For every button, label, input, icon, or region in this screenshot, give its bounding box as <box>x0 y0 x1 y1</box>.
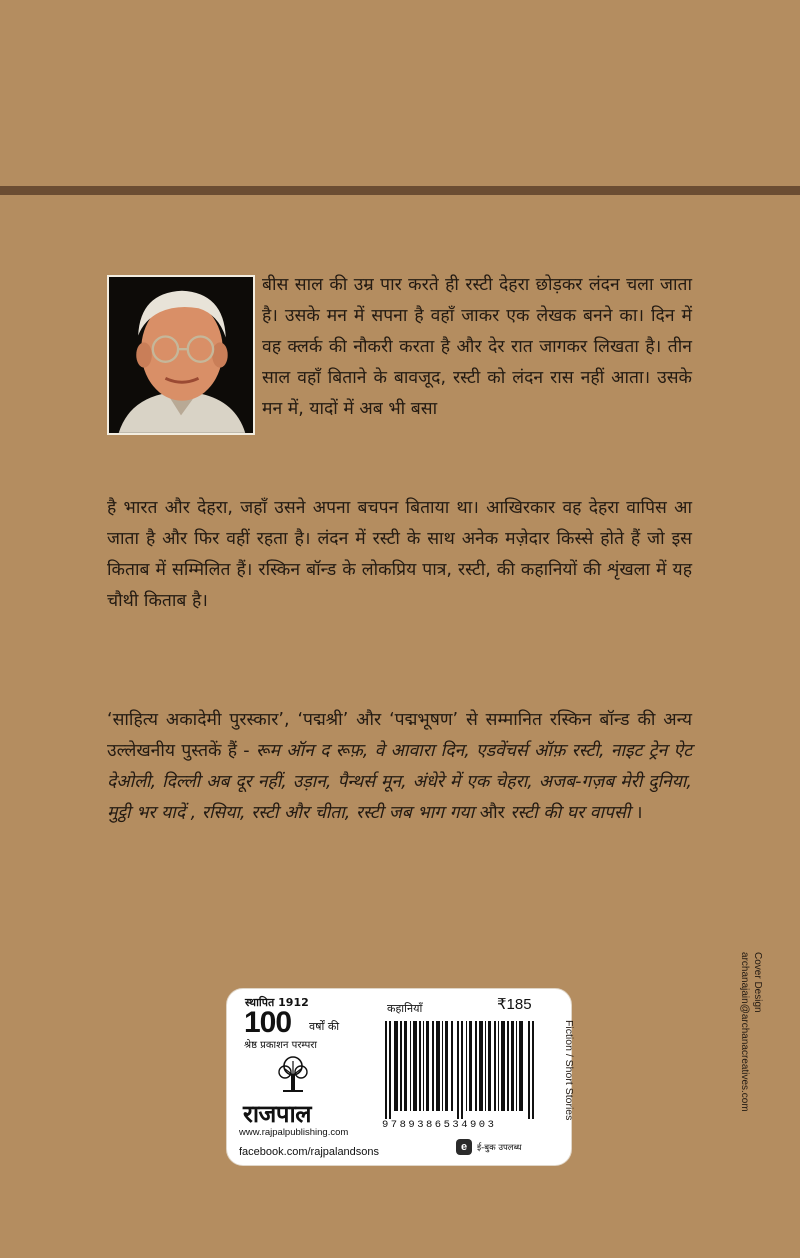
other-books-paragraph <box>107 705 692 829</box>
book-title-last: रस्टी की घर वापसी <box>510 803 631 823</box>
author-photo <box>107 275 255 435</box>
barcode-icon <box>385 1021 535 1119</box>
blurb-paragraph-2: है भारत और देहरा, जहाँ उसने अपना बचपन बिताया था। आखिरकार वह देहरा वापिस आ जाता है और फिर वहीं रहता है। लंदन में रस्टी के साथ अनेक मज़ेदार किस्से होते हैं जो इस किताब में सम्मिलित हैं। रस्किन बॉन्ड के लोकप्रिय पात्र, रस्टी, की कहानियों की शृंखला में यह चौथी किताब है। <box>107 498 692 611</box>
genre-label: Fiction / Short Stories <box>563 1020 575 1121</box>
ebook-icon: e <box>456 1139 472 1155</box>
book-category: कहानियाँ <box>387 1002 423 1015</box>
book-price: ₹185 <box>497 996 532 1013</box>
publisher-name: राजपाल <box>243 1100 311 1128</box>
paragraph-end: । <box>630 803 643 823</box>
list-joiner: और <box>474 803 511 823</box>
book-titles-list: रूम ऑन द रूफ़, वे आवारा दिन, एडवेंचर्स ऑफ़ रस्टी, नाइट ट्रेन ऐट देओली, दिल्ली अब दूर नहीं, उड़ान, पैन्थर्स मून, अंधेरे में एक चेहरा, अजब-गज़ब मेरी दुनिया, मुट्ठी भर यादें , रसिया, रस्टी और चीता, रस्टी जब भाग गया <box>107 741 693 823</box>
isbn-number: 9789386534903 <box>382 1119 497 1131</box>
hundred-years-number: 100 <box>244 1006 292 1039</box>
publisher-facebook: facebook.com/rajpalandsons <box>239 1146 380 1158</box>
tradition-label: श्रेष्ठ प्रकाशन परम्परा <box>244 1040 317 1051</box>
established-label: स्थापित 1912 <box>245 996 309 1009</box>
credit-title: Cover Design <box>752 952 763 1013</box>
ebook-available-label: ई-बुक उपलब्ध <box>477 1143 522 1153</box>
publisher-website: www.rajpalpublishing.com <box>239 1127 349 1138</box>
barcode-panel <box>226 988 572 1166</box>
cover-design-credit <box>738 952 764 1112</box>
tree-logo-icon <box>275 1055 311 1095</box>
blurb-paragraph-1: बीस साल की उम्र पार करते ही रस्टी देहरा छोड़कर लंदन चला जाता है। उसके मन में सपना है वहाँ जाकर एक लेखक बनने का। दिन में वह क्लर्क की नौकरी करता है और देर रात जागकर लिखता है। तीन साल वहाँ बिताने के बावजूद, रस्टी को लंदन रास नहीं आता। उसके मन में, यादों में अब भी बसा <box>262 275 692 419</box>
horizontal-rule <box>0 186 800 195</box>
top-band <box>0 0 800 186</box>
author-portrait-icon <box>109 277 253 433</box>
publisher-block <box>227 989 380 1167</box>
credit-email: archanajain@archanacreatives.com <box>739 952 750 1112</box>
awards-intro: ‘साहित्य अकादेमी पुरस्कार’, ‘पद्मश्री’ और ‘पद्मभूषण’ से सम्मानित रस्किन बॉन्ड की अन्य उल्लेखनीय पुस्तकें हैं - <box>107 710 692 761</box>
years-label: वर्षों की <box>309 1020 340 1033</box>
